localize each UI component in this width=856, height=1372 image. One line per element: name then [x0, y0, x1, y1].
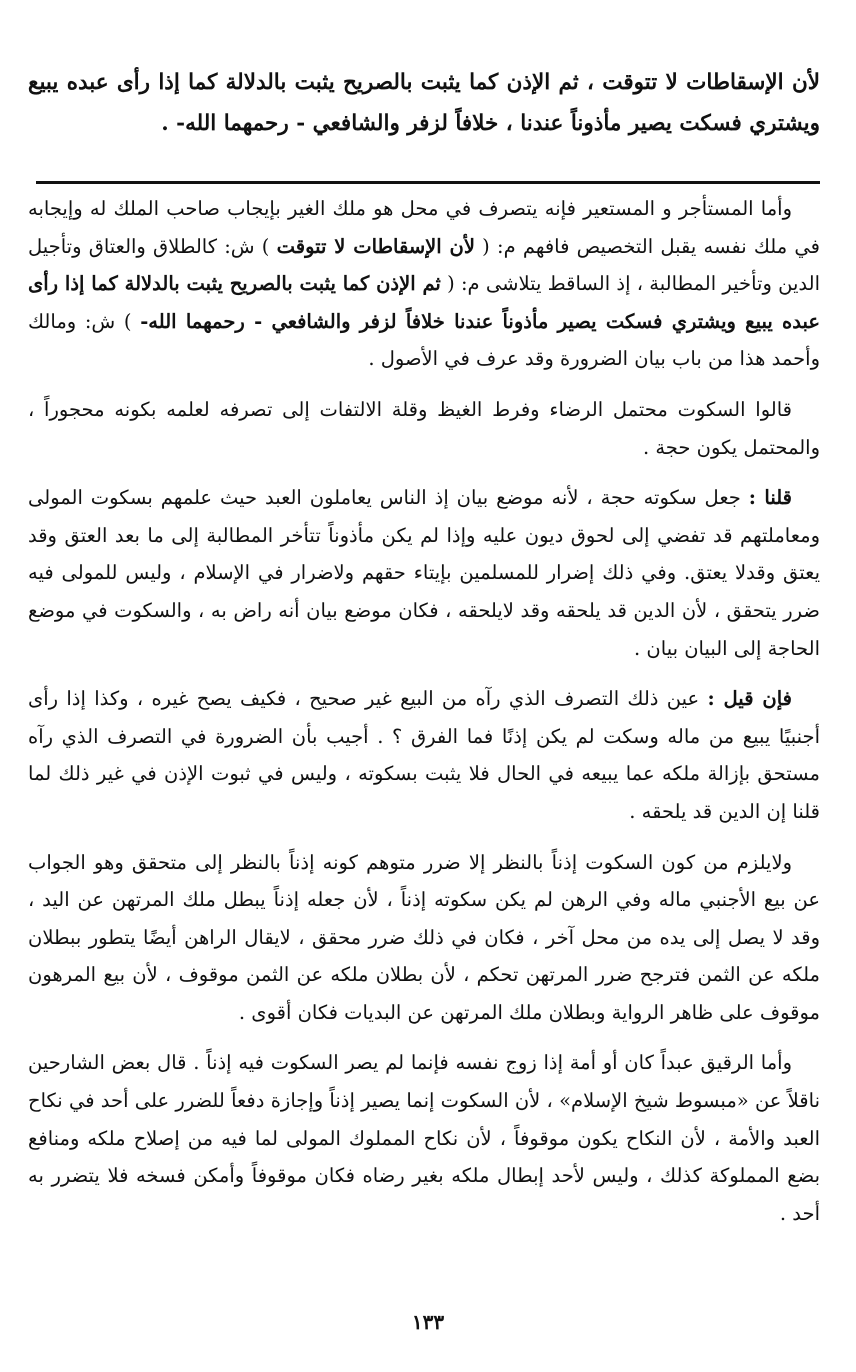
- commentary-text: ) ش: كالطلاق والعتاق وتأجيل الدين وتأخير المطالبة ، إذ الساقط يتلاشى م: (: [28, 234, 821, 296]
- separator-rule: [36, 181, 820, 184]
- commentary-text: وأما المستأجر و المستعير فإنه يتصرف في محل هو ملك الغير بإيجاب صاحب الملك له وإيجابه في ملك نفسه يقبل التخصيص فافهم م: (: [28, 197, 821, 258]
- paragraph-lead: قلنا :: [748, 486, 793, 510]
- main-text-block: [28, 62, 820, 144]
- commentary-paragraph-6: وأما الرقيق عبداً كان أو أمة إذا زوج نفسه فإنما لم يصر السكوت فيه إذناً . قال بعض الشارحين ناقلاً عن «مبسوط شيخ الإسلام» ، لأن السكوت إنما يصير إذناً وإجازة دفعاً للضرر على أحد في نكاح العبد والأمة ، لأن النكاح يكون موقوفاً ، لأن نكاح المملوك المولى لما فيه من إصلاح ملكه ومنافع بضع المملوكة كذلك ، وليس لأحد إبطال ملكه بغير رضاه فكان موقوفاً وأمكن فسخه فلا يتضرر به أحد .: [28, 1051, 820, 1225]
- commentary-block: [28, 190, 820, 1245]
- main-text-line-2: ويشتري فسكت يصير مأذوناً عندنا ، خلافاً لزفر والشافعي - رحمهما الله- .: [161, 111, 820, 136]
- paragraph-lead: فإن قيل :: [707, 687, 792, 711]
- commentary-paragraph-3: [28, 479, 820, 667]
- main-text-line-1: لأن الإسقاطات لا تتوقت ، ثم الإذن كما يثبت بالصريح يثبت بالدلالة كما إذا رأى عبده يبيع: [28, 70, 820, 95]
- commentary-paragraph-1: [28, 190, 820, 378]
- quoted-main-text: لأن الإسقاطات لا تتوقت: [276, 234, 475, 258]
- quoted-main-text: ثم الإذن كما يثبت بالصريح يثبت بالدلالة كما إذا رأى عبده يبيع ويشتري فسكت يصير مأذوناً عندنا خلافاً لزفر والشافعي - رحمهما الله-: [28, 272, 821, 333]
- commentary-paragraph-4: [28, 680, 820, 830]
- paragraph-body: عين ذلك التصرف الذي رآه من البيع غير صحيح ، فكيف يصح غيره ، وكذا إذا رأى أجنبيًا يبيع من ماله وسكت لم يكن إذنًا فما الفرق ؟ . أجيب بأن الضرورة في التصرف الذي رآه مستحق بإزالة ملكه عما يبيعه في الحال فلا يثبت بسكوته ، وليس في ثبوت الإذن في غير ذلك لما قلنا إن الدين قد يلحقه .: [28, 687, 820, 823]
- commentary-text: ) ش: ومالك وأحمد هذا من باب بيان الضرورة وقد عرف في الأصول .: [28, 309, 820, 371]
- commentary-paragraph-5: ولايلزم من كون السكوت إذناً بالنظر إلا ضرر متوهم كونه إذناً بالنظر إلى متحقق وهو الجواب عن بيع الأجنبي ماله وفي الرهن لم يكن سكوته إذناً ، لأن جعله إذناً يبطل ملك المرتهن عن اليد ، وقد لا يصل إلى يده من محل آخر ، فكان في ذلك ضرر محقق ، لايقال الراهن أيضًا يتطور ببطلان ملكه عن الثمن فترجح ضرر المرتهن تحكم ، لأن بطلان ملكه عن الثمن موقوف ، لأن بيع المرهون موقوف على ظاهر الرواية وبطلان ملك المرتهن عن البديات فكان أقوى .: [28, 850, 820, 1024]
- page-number: ١٣٣: [411, 1310, 445, 1334]
- commentary-paragraph-2: قالوا السكوت محتمل الرضاء وفرط الغيظ وقلة الالتفات إلى تصرفه لعلمه بكونه محجوراً ، والمحتمل يكون حجة .: [28, 397, 820, 459]
- paragraph-body: جعل سكوته حجة ، لأنه موضع بيان إذ الناس يعاملون العبد حيث علمهم بسكوت المولى ومعاملتهم قد تفضي إلى لحوق ديون عليه وإذا لم يكن مأذوناً تتأخر المطالبة إلى ما بعد العتق وقد يعتق وقدلا يعتق. وفي ذلك إضرار للمسلمين بإيتاء حقهم ولاضرار في الإسلام ، وليس للمولى فيه ضرر يتحقق ، لأن الدين قد يلحقه وقد لايلحقه ، فكان موضع بيان أنه راض به ، والسكوت في موضع الحاجة إلى البيان بيان .: [28, 486, 821, 660]
